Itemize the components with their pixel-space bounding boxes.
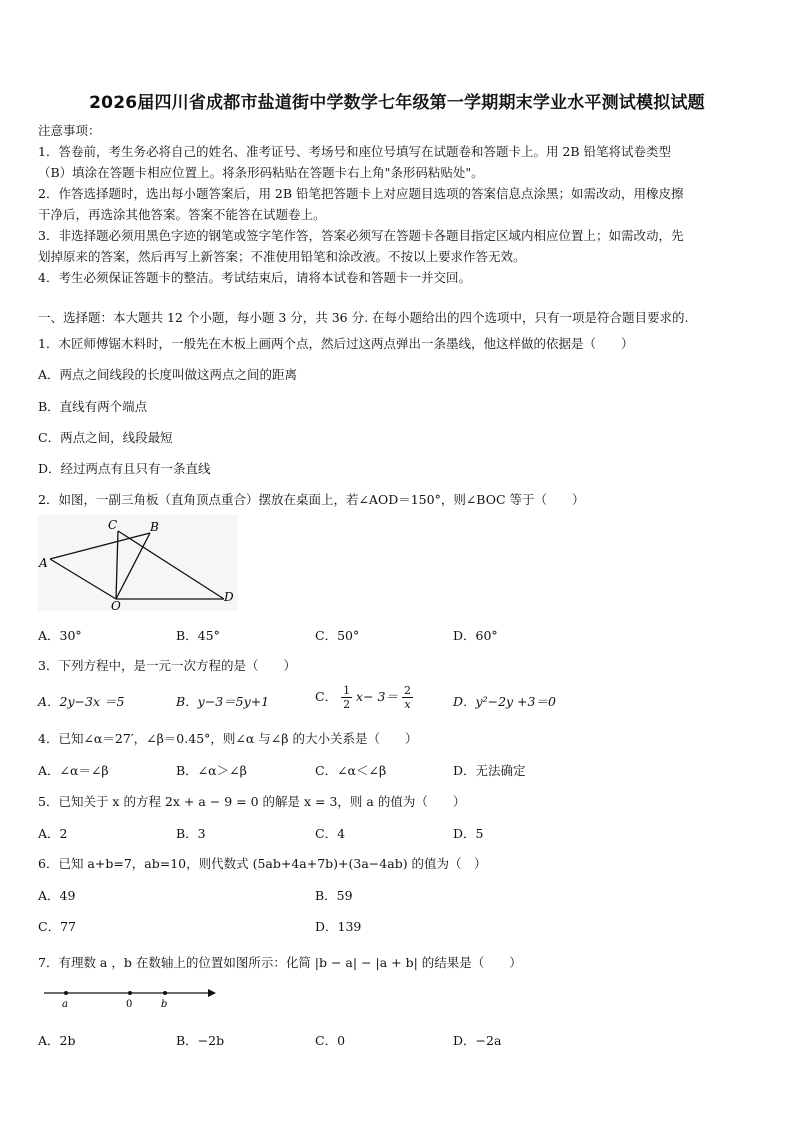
q4-option-c: C．∠α＜∠β (315, 763, 387, 778)
label-d: D (224, 590, 234, 604)
q6-option-a: A．49 (38, 888, 76, 903)
notice-line: 干净后，再选涂其他答案。答案不能答在试题卷上。 (38, 207, 326, 222)
fraction-half: $\frac{1}{2}$ (343, 684, 351, 711)
q4-option-d: D．无法确定 (453, 763, 526, 778)
q5-option-b: B．3 (176, 826, 206, 841)
fraction-two-over-x: $\frac{2}{x}$ (403, 684, 411, 711)
question-1-stem: 1．木匠师傅锯木料时，一般先在木板上画两个点，然后过这两点弹出一条墨线，他这样做的依据是（ ） (38, 336, 634, 351)
question-7-stem: 7．有理数 a ，b 在数轴上的位置如图所示：化简 |b − a| − |a + b| 的结果是（ ） (38, 955, 522, 970)
label-o: O (111, 599, 121, 611)
q5-option-d: D．5 (453, 826, 484, 841)
label-a: A (39, 556, 48, 570)
q2-option-d: D．60° (453, 628, 498, 643)
section-heading: 一、选择题：本大题共 12 个小题，每小题 3 分，共 36 分. 在每小题给出的四个选项中，只有一项是符合题目要求的. (38, 310, 689, 325)
question-5-stem: 5．已知关于 x 的方程 2x + a − 9 = 0 的解是 x = 3，则 a 的值为（ ） (38, 794, 466, 809)
axis-label-a: a (62, 999, 68, 1010)
notice-line: （B）填涂在答题卡相应位置上。将条形码粘贴在答题卡右上角"条形码粘贴处"。 (38, 165, 484, 180)
q6-option-d: D．139 (315, 919, 362, 934)
question-3-stem: 3．下列方程中，是一元一次方程的是（ ） (38, 658, 296, 673)
q2-option-c: C．50° (315, 628, 360, 643)
question-6-stem: 6．已知 a+b=7，ab=10，则代数式 (5ab+4a+7b)+(3a−4ab) 的值为（ ） (38, 856, 487, 871)
notice-heading: 注意事项： (38, 123, 101, 138)
q3-option-c: C． $\frac{1}{2}$ x− 3＝ $\frac{2}{x}$ (315, 684, 411, 711)
q3-option-d: D．y²−2y +3＝0 (453, 694, 556, 709)
page-title: 2026届四川省成都市盐道街中学数学七年级第一学期期末学业水平测试模拟试题 (89, 93, 705, 113)
q4-option-b: B．∠α＞∠β (176, 763, 247, 778)
notice-line: 4．考生必须保证答题卡的整洁。考试结束后，请将本试卷和答题卡一并交回。 (38, 270, 471, 285)
notice-line: 1．答卷前，考生务必将自己的姓名、准考证号、考场号和座位号填写在试题卷和答题卡上。用 2B 铅笔将试卷类型 (38, 144, 672, 159)
notice-line: 2．作答选择题时，选出每小题答案后，用 2B 铅笔把答题卡上对应题目选项的答案信息点涂黑；如需改动，用橡皮擦 (38, 186, 684, 201)
q2-option-a: A．30° (38, 628, 82, 643)
q7-option-d: D．−2a (453, 1033, 502, 1048)
q3-option-b: B．y−3＝5y+1 (176, 694, 270, 709)
q7-option-b: B．−2b (176, 1033, 225, 1048)
q1-option-c: C．两点之间，线段最短 (38, 430, 173, 445)
q6-option-c: C．77 (38, 919, 76, 934)
q1-option-d: D．经过两点有且只有一条直线 (38, 461, 211, 476)
label-c: C (108, 518, 118, 532)
number-line-figure (40, 984, 220, 1010)
question-4-stem: 4．已知∠α＝27′，∠β＝0.45°，则∠α 与∠β 的大小关系是（ ） (38, 731, 418, 746)
label-b: B (150, 520, 159, 534)
q7-option-c: C．0 (315, 1033, 346, 1048)
question-2-stem: 2．如图，一副三角板（直角顶点重合）摆放在桌面上，若∠AOD＝150°，则∠BOC 等于（ ） (38, 492, 585, 507)
q4-option-a: A．∠α＝∠β (38, 763, 109, 778)
q7-option-a: A．2b (38, 1033, 76, 1048)
notice-line: 划掉原来的答案，然后再写上新答案；不准使用铅笔和涂改液。不按以上要求作答无效。 (38, 249, 526, 264)
q5-option-a: A．2 (38, 826, 68, 841)
notice-line: 3．非选择题必须用黑色字迹的钢笔或签字笔作答，答案必须写在答题卡各题目指定区域内相应位置上；如需改动，先 (38, 228, 684, 243)
q2-option-b: B．45° (176, 628, 220, 643)
q6-option-b: B．59 (315, 888, 353, 903)
q1-option-a: A．两点之间线段的长度叫做这两点之间的距离 (38, 367, 298, 382)
axis-label-0: 0 (126, 999, 133, 1010)
q3-option-a: A．2y−3x ＝5 (38, 694, 125, 709)
triangle-figure (38, 515, 238, 611)
q5-option-c: C．4 (315, 826, 346, 841)
axis-label-b: b (161, 999, 168, 1010)
q1-option-b: B．直线有两个端点 (38, 399, 148, 414)
